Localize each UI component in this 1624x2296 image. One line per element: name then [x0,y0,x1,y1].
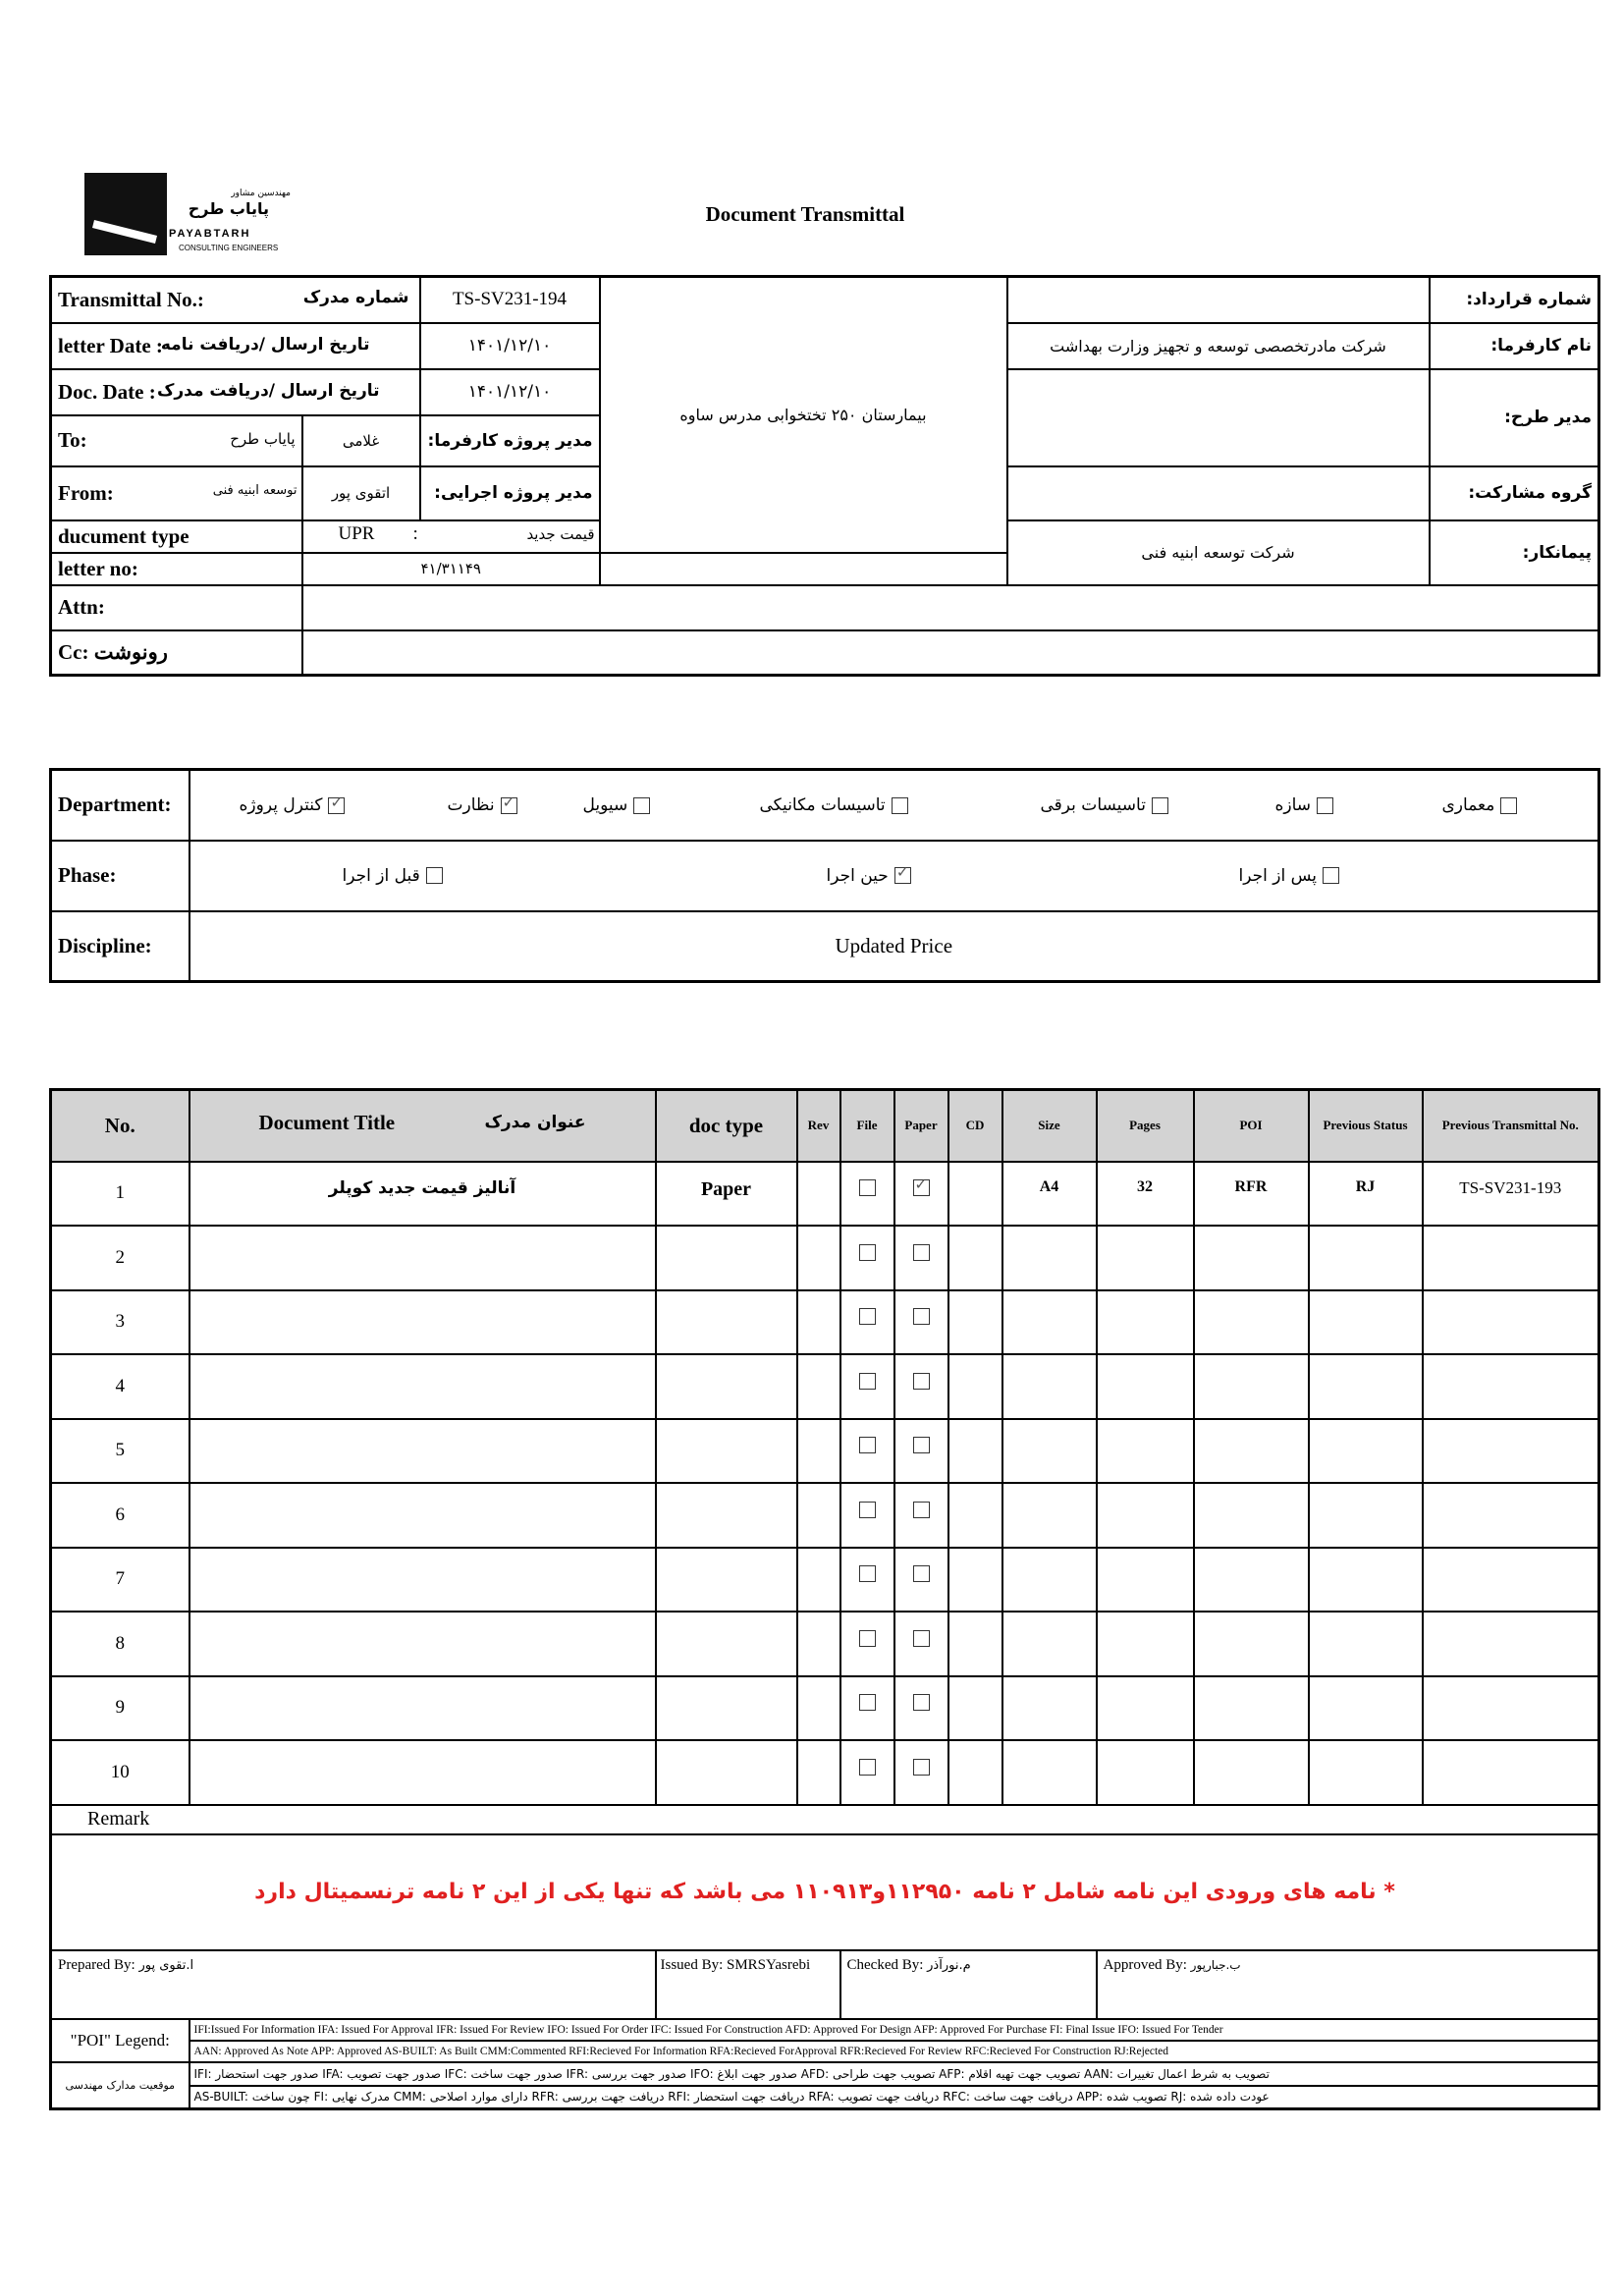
file-checkbox[interactable] [859,1694,876,1711]
row-title: آنالیز قیمت جدید کوپلر [189,1162,656,1227]
file-checkbox[interactable] [859,1308,876,1325]
documents-table [49,1088,1600,2110]
row-paper [894,1740,948,1805]
row-title [189,1740,656,1805]
row-poi [1194,1354,1309,1419]
row-no: 4 [51,1354,189,1419]
to-company: پایاب طرح [230,429,296,448]
row-rev [797,1162,840,1227]
col-document-title: Document Title عنوان مدرک [189,1090,656,1162]
remark-text: * نامه های ورودی این نامه شامل ۲ نامه ۱۱۲۹۵۰و۱۱۰۹۱۳ می باشد که تنها یکی از این ۲ نامه ترنسمیتال دارد [51,1834,1599,1950]
row-prev-transmittal [1423,1740,1599,1805]
col-rev: Rev [797,1090,840,1162]
letter-no-label: letter no: [51,553,302,585]
row-pages [1097,1612,1194,1676]
table-row [51,1162,1599,1227]
row-cd [948,1612,1002,1676]
row-rev [797,1226,840,1290]
row-cd [948,1226,1002,1290]
row-doc-type [656,1548,797,1613]
row-prev-transmittal [1423,1290,1599,1355]
file-checkbox[interactable] [859,1373,876,1390]
letter-no-value: ۴۱/۳۱۱۴۹ [302,553,600,585]
paper-checkbox[interactable] [913,1502,930,1518]
dept-option-project-control[interactable]: کنترل پروژه ✓ [240,771,346,840]
file-checkbox[interactable] [859,1179,876,1196]
row-poi [1194,1290,1309,1355]
project-name: بیمارستان ۲۵۰ تختخوابی مدرس ساوه [600,277,1007,553]
dept-option-mechanical[interactable]: تاسیسات مکانیکی [760,771,908,840]
checkbox[interactable] [328,797,345,814]
transmittal-no-value: TS-SV231-194 [420,277,600,323]
row-prev-status [1309,1740,1423,1805]
row-paper [894,1226,948,1290]
discipline-value: Updated Price [189,911,1599,982]
from-company: توسعه ابنیه فنی [212,482,298,498]
blank-cell [600,553,1007,585]
col-poi: POI [1194,1090,1309,1162]
phase-label: Phase: [51,841,189,911]
paper-checkbox[interactable] [913,1437,930,1453]
table-row [51,1226,1599,1290]
to-role: مدیر پروژه کارفرما: [420,415,600,466]
row-pages: 32 [1097,1162,1194,1227]
employer-label: نام کارفرما: [1430,323,1599,369]
row-rev [797,1740,840,1805]
row-poi [1194,1676,1309,1741]
row-pages [1097,1290,1194,1355]
row-prev-status [1309,1548,1423,1613]
row-paper [894,1483,948,1548]
col-previous-transmittal: Previous Transmittal No. [1423,1090,1599,1162]
row-no: 1 [51,1162,189,1227]
discipline-label: Discipline: [51,911,189,982]
cc-label: Cc: رونوشت [51,630,302,676]
dept-option-civil[interactable]: سیویل [583,771,651,840]
paper-checkbox[interactable] [913,1179,930,1196]
row-poi [1194,1226,1309,1290]
row-no: 10 [51,1740,189,1805]
issued-by: Issued By: SMRSYasrebi [656,1950,840,2019]
dept-option-structure[interactable]: سازه [1275,771,1334,840]
row-cd [948,1290,1002,1355]
fa-legend-line2: AS-BUILT: چون ساخت FI: مدرک نهایی CMM: دارای موارد اصلاحی RFR: دریافت جهت بررسی RFI: دریافت جهت استحضار RFA: دریافت جهت تصویب RFC: دریافت جهت ساخت APP: تصویب شده RJ: عودت داده شده [189,2086,1599,2109]
row-poi [1194,1483,1309,1548]
row-paper [894,1290,948,1355]
row-doc-type [656,1676,797,1741]
row-doc-type [656,1419,797,1484]
transmittal-no-label: Transmittal No.: شماره مدرک [51,277,420,323]
row-cd [948,1354,1002,1419]
col-no: No. [51,1090,189,1162]
dept-option-architecture[interactable]: معماری [1442,771,1518,840]
from-person: اتقوی پور [302,466,420,520]
from-role: مدیر پروژه اجرایی: [420,466,600,520]
poi-legend-line1: IFI:Issued For Information IFA: Issued For Approval IFR: Issued For Review IFO: Issued For Order IFC: Issued For Construction AFD: Approved For Design AFP: Approved For Purchase FI: Final Issue IFO: Issued For Tender [189,2019,1599,2041]
logo-tagline: مهندسین مشاور [231,189,291,198]
plan-manager-value [1007,369,1430,466]
row-size [1002,1612,1097,1676]
row-prev-status [1309,1290,1423,1355]
row-prev-transmittal: TS-SV231-193 [1423,1162,1599,1227]
row-prev-status [1309,1419,1423,1484]
row-size [1002,1226,1097,1290]
row-prev-status [1309,1226,1423,1290]
paper-checkbox[interactable] [913,1565,930,1582]
remark-label: Remark [51,1805,1599,1834]
letter-date-label: letter Date : تاریخ ارسال /دریافت نامه [51,323,420,369]
file-checkbox[interactable] [859,1244,876,1261]
row-file [840,1354,894,1419]
file-checkbox[interactable] [859,1630,876,1647]
to-label: To: پایاب طرح [51,415,302,466]
col-previous-status: Previous Status [1309,1090,1423,1162]
row-poi [1194,1419,1309,1484]
checkbox[interactable] [1323,867,1339,884]
col-cd: CD [948,1090,1002,1162]
row-title [189,1226,656,1290]
row-paper [894,1676,948,1741]
checkbox[interactable] [894,867,911,884]
row-cd [948,1483,1002,1548]
row-prev-status [1309,1354,1423,1419]
contractor-value: شرکت توسعه ابنیه فنی [1007,520,1430,585]
row-prev-status [1309,1483,1423,1548]
file-checkbox[interactable] [859,1759,876,1776]
row-prev-transmittal [1423,1676,1599,1741]
table-row [51,1612,1599,1676]
checkbox[interactable] [426,867,443,884]
file-checkbox[interactable] [859,1437,876,1453]
row-file [840,1419,894,1484]
to-person: غلامی [302,415,420,466]
row-no: 3 [51,1290,189,1355]
department-label: Department: [51,770,189,841]
attn-value [302,585,1599,630]
row-size [1002,1354,1097,1419]
row-paper [894,1162,948,1227]
row-size [1002,1548,1097,1613]
row-cd [948,1162,1002,1227]
row-file [840,1740,894,1805]
row-poi: RFR [1194,1162,1309,1227]
row-poi [1194,1740,1309,1805]
poi-legend-line2: AAN: Approved As Note APP: Approved AS-BUILT: As Built CMM:Commented RFI:Recieved For Information RFA:Recieved ForApproval RFR:Recieved For Review RFC:Recieved For Construction RJ:Rejected [189,2041,1599,2062]
paper-checkbox[interactable] [913,1630,930,1647]
row-rev [797,1419,840,1484]
table-row [51,1548,1599,1613]
row-cd [948,1548,1002,1613]
row-doc-type [656,1290,797,1355]
doc-type-value: UPR : قیمت جدید [302,520,600,553]
row-no: 6 [51,1483,189,1548]
row-title [189,1676,656,1741]
table-row [51,1419,1599,1484]
row-rev [797,1483,840,1548]
row-prev-transmittal [1423,1419,1599,1484]
file-checkbox[interactable] [859,1565,876,1582]
row-no: 2 [51,1226,189,1290]
row-file [840,1226,894,1290]
phase-options [189,841,1599,911]
phase-option-after[interactable]: پس از اجرا [1239,842,1339,910]
row-title [189,1548,656,1613]
table-row [51,1676,1599,1741]
row-no: 5 [51,1419,189,1484]
fa-legend-line1: IFI: صدور جهت استحضار IFA: صدور جهت تصویب IFC: صدور جهت ساخت IFR: صدور جهت بررسی IFO: صدور جهت ابلاغ AFD: تصویب جهت طراحی AFP: تصویب جهت تهیه اقلام AAN: تصویب به شرط اعمال تغییرات [189,2062,1599,2086]
dept-option-supervision[interactable]: نظارت ✓ [448,771,517,840]
row-doc-type [656,1483,797,1548]
row-paper [894,1354,948,1419]
table-row [51,1354,1599,1419]
classification-table [49,768,1600,983]
checkbox[interactable] [1317,797,1333,814]
row-rev [797,1676,840,1741]
col-file: File [840,1090,894,1162]
row-size: A4 [1002,1162,1097,1227]
checked-by: Checked By: م.نورآذر [840,1950,1097,2019]
row-no: 8 [51,1612,189,1676]
checkbox[interactable] [892,797,908,814]
table-row [51,1483,1599,1548]
plan-manager-label: مدیر طرح: [1430,369,1599,466]
partnership-label: گروه مشارکت: [1430,466,1599,520]
col-paper: Paper [894,1090,948,1162]
row-prev-status [1309,1676,1423,1741]
paper-checkbox[interactable] [913,1308,930,1325]
row-size [1002,1483,1097,1548]
row-pages [1097,1548,1194,1613]
row-file [840,1483,894,1548]
table-row [51,1740,1599,1805]
partnership-value [1007,466,1430,520]
paper-checkbox[interactable] [913,1694,930,1711]
row-paper [894,1419,948,1484]
row-file [840,1612,894,1676]
row-doc-type: Paper [656,1162,797,1227]
logo-name-fa: پایاب طرح [188,199,269,218]
col-size: Size [1002,1090,1097,1162]
contract-no-value [1007,277,1430,323]
letter-date-value: ۱۴۰۱/۱۲/۱۰ [420,323,600,369]
logo-mark-icon [84,173,167,255]
row-no: 9 [51,1676,189,1741]
fa-legend-label: موقعیت مدارک مهندسی [51,2062,189,2109]
row-rev [797,1548,840,1613]
row-doc-type [656,1612,797,1676]
row-cd [948,1740,1002,1805]
row-title [189,1354,656,1419]
row-no: 7 [51,1548,189,1613]
col-doc-type: doc type [656,1090,797,1162]
checkbox[interactable] [1500,797,1517,814]
row-doc-type [656,1354,797,1419]
row-title [189,1612,656,1676]
checkbox[interactable] [501,797,517,814]
row-prev-status [1309,1612,1423,1676]
row-prev-status: RJ [1309,1162,1423,1227]
row-pages [1097,1676,1194,1741]
row-title [189,1483,656,1548]
row-prev-transmittal [1423,1354,1599,1419]
page-title: Document Transmittal [705,202,905,226]
row-size [1002,1740,1097,1805]
row-file [840,1290,894,1355]
row-size [1002,1419,1097,1484]
dept-option-electrical[interactable]: تاسیسات برقی [1041,771,1168,840]
row-size [1002,1676,1097,1741]
paper-checkbox[interactable] [913,1373,930,1390]
row-prev-transmittal [1423,1548,1599,1613]
checkbox[interactable] [1152,797,1168,814]
row-size [1002,1290,1097,1355]
file-checkbox[interactable] [859,1502,876,1518]
paper-checkbox[interactable] [913,1759,930,1776]
paper-checkbox[interactable] [913,1244,930,1261]
row-paper [894,1612,948,1676]
approved-by: Approved By: ب.جبارپور [1097,1950,1599,2019]
doc-date-label: Doc. Date : تاریخ ارسال /دریافت مدرک [51,369,420,415]
row-doc-type [656,1740,797,1805]
row-pages [1097,1226,1194,1290]
doc-type-label: ducument type [51,520,302,553]
row-title [189,1419,656,1484]
contractor-label: پیمانکار: [1430,520,1599,585]
logo-name-en: PAYABTARH [169,228,251,240]
logo-sub-en: CONSULTING ENGINEERS [179,244,279,252]
row-pages [1097,1483,1194,1548]
row-prev-transmittal [1423,1483,1599,1548]
row-pages [1097,1740,1194,1805]
employer-value: شرکت مادرتخصصی توسعه و تجهیز وزارت بهداشت [1007,323,1430,369]
row-rev [797,1290,840,1355]
header-info-table [49,275,1600,677]
row-poi [1194,1548,1309,1613]
checkbox[interactable] [633,797,650,814]
row-pages [1097,1419,1194,1484]
col-pages: Pages [1097,1090,1194,1162]
phase-option-before[interactable]: قبل از اجرا [343,842,443,910]
department-options [189,770,1599,841]
attn-label: Attn: [51,585,302,630]
row-pages [1097,1354,1194,1419]
row-paper [894,1548,948,1613]
row-cd [948,1419,1002,1484]
doc-date-value: ۱۴۰۱/۱۲/۱۰ [420,369,600,415]
prepared-by: Prepared By: ا.تقوی پور [51,1950,656,2019]
company-logo [84,173,291,257]
row-rev [797,1612,840,1676]
table-row [51,1290,1599,1355]
phase-option-during[interactable]: حین اجرا ✓ [827,842,911,910]
from-label: From: توسعه ابنیه فنی [51,466,302,520]
poi-legend-label: "POI" Legend: [51,2019,189,2062]
row-poi [1194,1612,1309,1676]
row-prev-transmittal [1423,1226,1599,1290]
row-file [840,1676,894,1741]
row-cd [948,1676,1002,1741]
contract-no-label: شماره قرارداد: [1430,277,1599,323]
row-prev-transmittal [1423,1612,1599,1676]
row-rev [797,1354,840,1419]
row-file [840,1162,894,1227]
row-doc-type [656,1226,797,1290]
cc-value [302,630,1599,676]
row-title [189,1290,656,1355]
row-file [840,1548,894,1613]
